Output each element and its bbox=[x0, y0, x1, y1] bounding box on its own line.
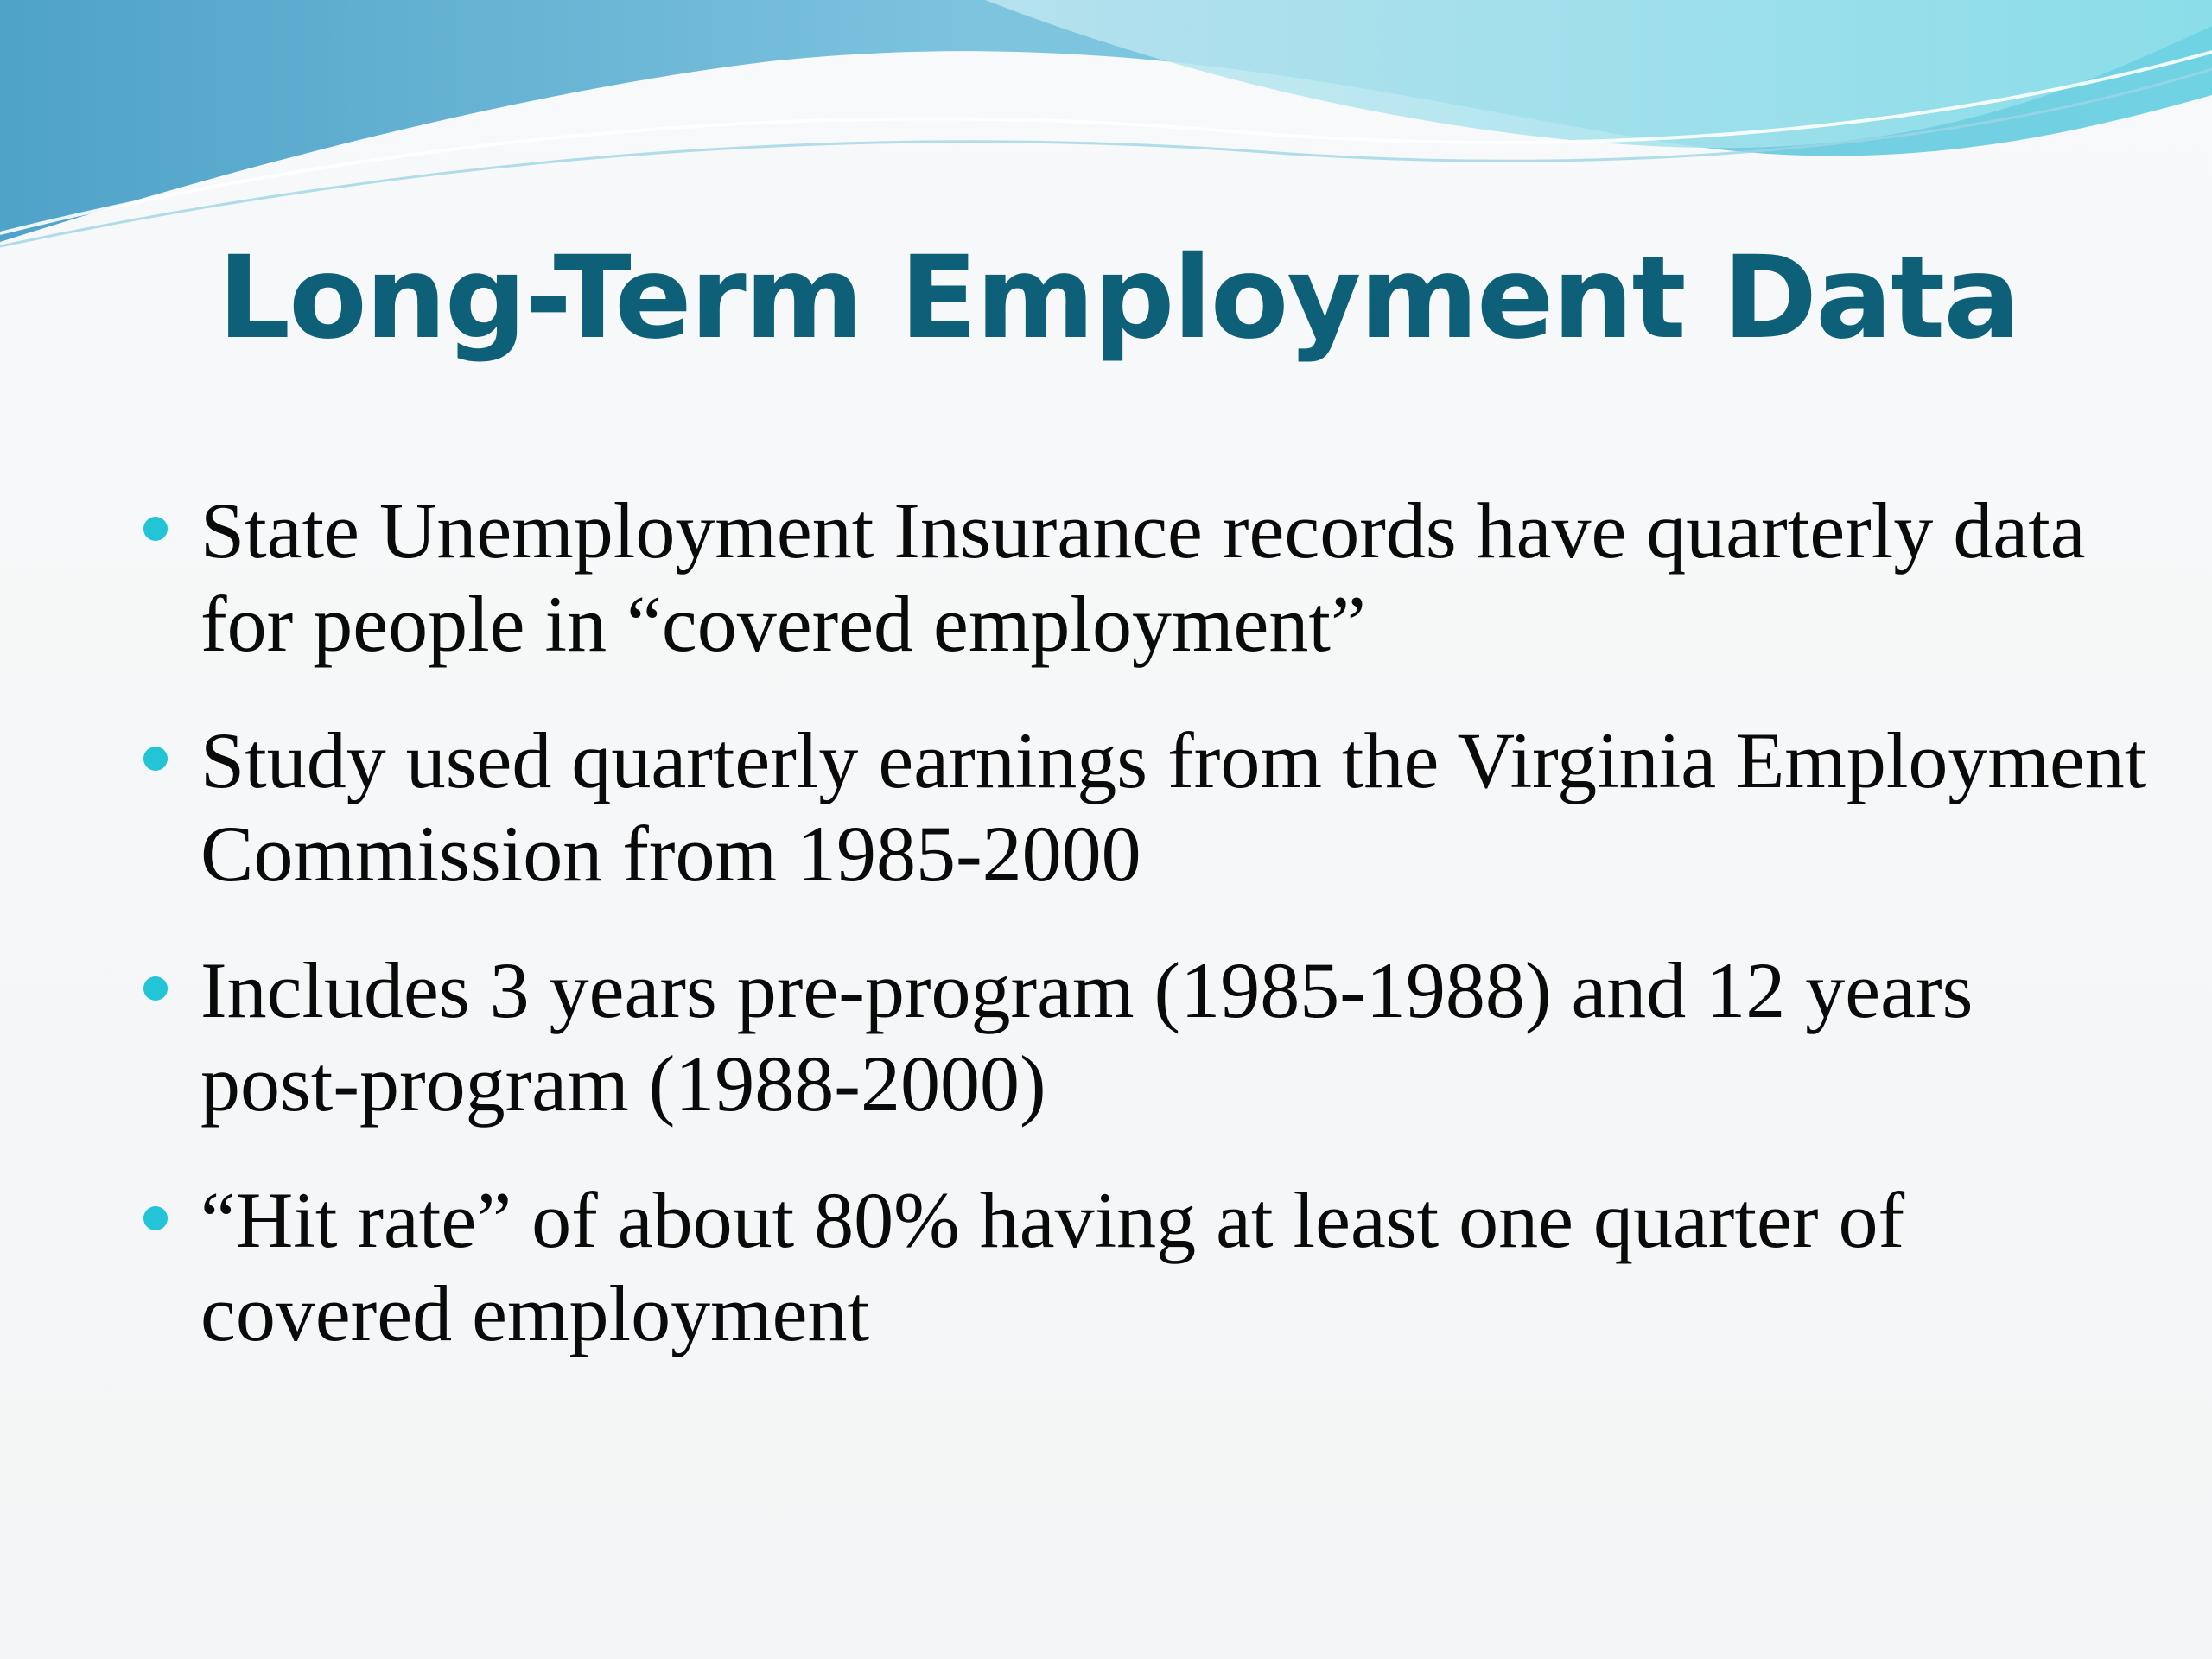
bullet-item bbox=[138, 484, 2152, 671]
bullet-dot-icon bbox=[143, 1206, 168, 1230]
slide-title: Long-Term Employment Data bbox=[218, 232, 2019, 365]
bullet-dot-icon bbox=[143, 976, 168, 1001]
bullet-text: State Unemployment Insurance records have quarterly data for people in “covered employment” bbox=[200, 486, 2086, 668]
bullet-text: Includes 3 years pre-program (1985-1988) and 12 years post-program (1988-2000) bbox=[200, 946, 1974, 1128]
bullet-dot-icon bbox=[143, 517, 168, 541]
bullet-text: “Hit rate” of about 80% having at least one quarter of covered employment bbox=[200, 1176, 1905, 1357]
bullet-text: Study used quarterly earnings from the Virginia Employment Commission from 1985-2000 bbox=[200, 716, 2147, 898]
bullet-dot-icon bbox=[143, 747, 168, 771]
bullet-item bbox=[138, 1173, 2152, 1360]
bullet-item bbox=[138, 714, 2152, 900]
bullet-item bbox=[138, 944, 2152, 1130]
bullet-list bbox=[138, 484, 2152, 1403]
